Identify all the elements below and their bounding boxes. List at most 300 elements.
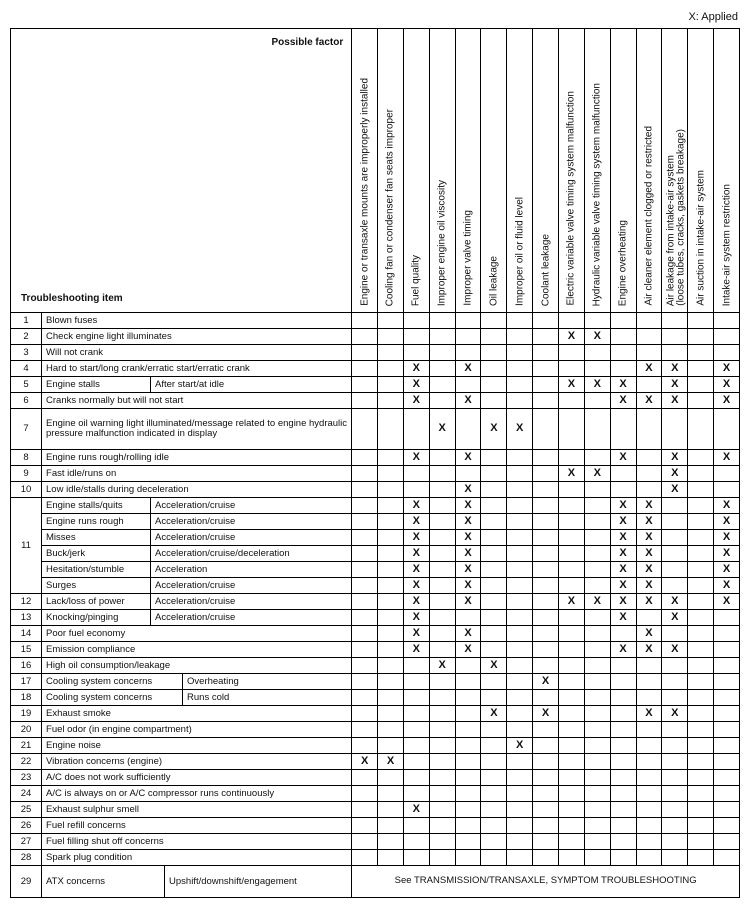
factor-cell bbox=[429, 313, 455, 329]
factor-cell bbox=[378, 377, 404, 393]
factor-cell bbox=[584, 546, 610, 562]
factor-cell bbox=[481, 450, 507, 466]
factor-cell bbox=[481, 674, 507, 690]
factor-cell bbox=[481, 626, 507, 642]
see-note: See TRANSMISSION/TRANSAXLE, SYMPTOM TROUBLESHOOTING bbox=[352, 866, 740, 898]
factor-cell bbox=[352, 738, 378, 754]
table-row bbox=[11, 642, 740, 658]
factor-cell bbox=[352, 690, 378, 706]
row-number: 5 bbox=[11, 377, 42, 393]
factor-cell bbox=[584, 642, 610, 658]
item-cell bbox=[42, 802, 352, 818]
factor-cell bbox=[714, 329, 740, 345]
legend: X: Applied bbox=[688, 11, 738, 23]
factor-cell bbox=[352, 514, 378, 530]
factor-cell bbox=[688, 770, 714, 786]
factor-cell bbox=[455, 377, 481, 393]
factor-cell bbox=[507, 562, 533, 578]
factor-cell bbox=[429, 482, 455, 498]
item-label: Engine runs rough/rolling idle bbox=[46, 451, 170, 463]
factor-cell bbox=[688, 674, 714, 690]
factor-cell bbox=[662, 626, 688, 642]
factor-cell bbox=[688, 658, 714, 674]
factor-header: Air cleaner element clogged or restricted bbox=[636, 29, 662, 313]
factor-cell bbox=[378, 530, 404, 546]
factor-cell bbox=[688, 345, 714, 361]
factor-cell bbox=[688, 706, 714, 722]
factor-cell bbox=[352, 329, 378, 345]
factor-cell bbox=[403, 738, 429, 754]
factor-cell bbox=[584, 674, 610, 690]
factor-cell bbox=[610, 802, 636, 818]
factor-header: Improper valve timing bbox=[455, 29, 481, 313]
factor-cell bbox=[714, 313, 740, 329]
factor-cell bbox=[481, 345, 507, 361]
factor-cell bbox=[378, 393, 404, 409]
factor-cell bbox=[403, 658, 429, 674]
factor-cell bbox=[352, 578, 378, 594]
factor-cell bbox=[352, 850, 378, 866]
factor-cell bbox=[403, 722, 429, 738]
factor-cell bbox=[636, 690, 662, 706]
condition-label: Acceleration/cruise/deceleration bbox=[150, 546, 351, 561]
factor-cell bbox=[558, 690, 584, 706]
factor-cell bbox=[352, 450, 378, 466]
factor-cell bbox=[636, 834, 662, 850]
item-cell bbox=[42, 866, 352, 898]
factor-cell: X bbox=[714, 530, 740, 546]
factor-cell bbox=[558, 738, 584, 754]
factor-cell bbox=[688, 514, 714, 530]
factor-cell bbox=[507, 850, 533, 866]
factor-cell bbox=[378, 786, 404, 802]
item-cell bbox=[42, 345, 352, 361]
factor-cell bbox=[688, 578, 714, 594]
troubleshooting-item-label: Troubleshooting item bbox=[21, 292, 123, 304]
factor-cell bbox=[455, 722, 481, 738]
factor-cell bbox=[636, 658, 662, 674]
factor-cell bbox=[662, 754, 688, 770]
factor-header: Engine overheating bbox=[610, 29, 636, 313]
factor-cell: X bbox=[455, 450, 481, 466]
factor-cell: X bbox=[714, 594, 740, 610]
factor-cell bbox=[507, 377, 533, 393]
item-cell bbox=[42, 329, 352, 345]
factor-cell bbox=[584, 834, 610, 850]
factor-cell bbox=[688, 610, 714, 626]
row-number: 29 bbox=[11, 866, 42, 898]
item-label: Low idle/stalls during deceleration bbox=[46, 483, 189, 495]
factor-cell: X bbox=[403, 626, 429, 642]
factor-cell: X bbox=[662, 642, 688, 658]
factor-cell bbox=[481, 754, 507, 770]
factor-cell bbox=[610, 818, 636, 834]
factor-cell bbox=[533, 313, 559, 329]
factor-cell: X bbox=[403, 530, 429, 546]
factor-cell bbox=[481, 722, 507, 738]
row-number: 14 bbox=[11, 626, 42, 642]
factor-cell bbox=[610, 482, 636, 498]
factor-cell bbox=[662, 530, 688, 546]
table-row bbox=[11, 674, 740, 690]
factor-cell bbox=[688, 802, 714, 818]
factor-cell bbox=[688, 626, 714, 642]
row-number: 20 bbox=[11, 722, 42, 738]
table-row bbox=[11, 610, 740, 626]
table-row bbox=[11, 530, 740, 546]
factor-cell: X bbox=[636, 498, 662, 514]
factor-cell bbox=[610, 674, 636, 690]
table-row bbox=[11, 377, 740, 393]
item-cell bbox=[42, 562, 352, 578]
factor-cell bbox=[403, 834, 429, 850]
factor-cell: X bbox=[636, 594, 662, 610]
factor-cell bbox=[507, 802, 533, 818]
factor-cell: X bbox=[558, 377, 584, 393]
factor-cell bbox=[610, 466, 636, 482]
factor-cell bbox=[662, 546, 688, 562]
factor-cell bbox=[507, 834, 533, 850]
factor-cell bbox=[455, 770, 481, 786]
factor-cell bbox=[584, 850, 610, 866]
item-label: Engine stalls/quits bbox=[46, 499, 123, 511]
factor-cell bbox=[481, 850, 507, 866]
table-row bbox=[11, 818, 740, 834]
factor-cell: X bbox=[455, 626, 481, 642]
factor-cell: X bbox=[714, 450, 740, 466]
factor-cell bbox=[403, 786, 429, 802]
factor-cell: X bbox=[507, 738, 533, 754]
factor-cell bbox=[507, 578, 533, 594]
factor-cell: X bbox=[403, 393, 429, 409]
possible-factor-label: Possible factor bbox=[271, 37, 344, 48]
factor-cell: X bbox=[481, 706, 507, 722]
factor-cell bbox=[481, 514, 507, 530]
factor-cell bbox=[403, 674, 429, 690]
factor-cell bbox=[507, 482, 533, 498]
factor-cell: X bbox=[403, 642, 429, 658]
factor-cell bbox=[403, 329, 429, 345]
factor-cell bbox=[610, 690, 636, 706]
factor-cell bbox=[507, 514, 533, 530]
factor-cell bbox=[533, 377, 559, 393]
factor-cell bbox=[636, 802, 662, 818]
factor-header: Fuel quality bbox=[403, 29, 429, 313]
factor-cell bbox=[688, 722, 714, 738]
factor-cell bbox=[636, 409, 662, 450]
factor-cell: X bbox=[403, 594, 429, 610]
factor-cell bbox=[352, 642, 378, 658]
factor-cell bbox=[714, 674, 740, 690]
factor-cell bbox=[714, 610, 740, 626]
item-cell bbox=[42, 578, 352, 594]
row-number: 9 bbox=[11, 466, 42, 482]
factor-cell bbox=[378, 738, 404, 754]
condition-label: Acceleration/cruise bbox=[150, 514, 351, 529]
factor-cell bbox=[352, 377, 378, 393]
factor-cell bbox=[455, 610, 481, 626]
factor-cell bbox=[378, 834, 404, 850]
table-row bbox=[11, 802, 740, 818]
factor-cell bbox=[429, 818, 455, 834]
factor-cell bbox=[429, 722, 455, 738]
factor-cell bbox=[507, 313, 533, 329]
factor-cell bbox=[507, 393, 533, 409]
table-row bbox=[11, 313, 740, 329]
factor-cell bbox=[378, 562, 404, 578]
factor-cell bbox=[584, 450, 610, 466]
factor-cell bbox=[455, 345, 481, 361]
factor-cell bbox=[481, 377, 507, 393]
row-number: 2 bbox=[11, 329, 42, 345]
table-row bbox=[11, 329, 740, 345]
factor-cell bbox=[688, 313, 714, 329]
factor-cell bbox=[533, 498, 559, 514]
row-number: 19 bbox=[11, 706, 42, 722]
factor-header: Intake-air system restriction bbox=[714, 29, 740, 313]
factor-cell: X bbox=[610, 450, 636, 466]
factor-cell bbox=[610, 722, 636, 738]
factor-cell bbox=[507, 658, 533, 674]
factor-cell bbox=[429, 834, 455, 850]
factor-cell: X bbox=[403, 562, 429, 578]
factor-cell bbox=[429, 738, 455, 754]
factor-cell: X bbox=[584, 594, 610, 610]
factor-cell: X bbox=[610, 642, 636, 658]
factor-cell bbox=[481, 562, 507, 578]
factor-cell: X bbox=[610, 578, 636, 594]
factor-cell bbox=[610, 329, 636, 345]
factor-cell bbox=[481, 610, 507, 626]
factor-cell bbox=[455, 802, 481, 818]
item-cell bbox=[42, 514, 352, 530]
item-cell bbox=[42, 658, 352, 674]
factor-cell bbox=[533, 409, 559, 450]
factor-cell bbox=[507, 626, 533, 642]
factor-cell bbox=[507, 690, 533, 706]
factor-cell bbox=[378, 594, 404, 610]
factor-cell: X bbox=[662, 450, 688, 466]
factor-cell: X bbox=[558, 594, 584, 610]
factor-cell bbox=[714, 626, 740, 642]
item-cell bbox=[42, 834, 352, 850]
item-cell bbox=[42, 706, 352, 722]
factor-cell bbox=[352, 562, 378, 578]
item-label: A/C does not work sufficiently bbox=[46, 771, 171, 783]
factor-cell bbox=[378, 345, 404, 361]
factor-cell bbox=[403, 850, 429, 866]
factor-cell: X bbox=[403, 377, 429, 393]
factor-cell bbox=[584, 786, 610, 802]
factor-cell bbox=[662, 818, 688, 834]
factor-cell bbox=[610, 409, 636, 450]
factor-cell bbox=[352, 770, 378, 786]
factor-cell: X bbox=[636, 546, 662, 562]
factor-cell bbox=[688, 786, 714, 802]
factor-cell: X bbox=[610, 514, 636, 530]
factor-cell bbox=[378, 482, 404, 498]
item-label: Vibration concerns (engine) bbox=[46, 755, 163, 767]
table-row bbox=[11, 738, 740, 754]
row-number: 6 bbox=[11, 393, 42, 409]
factor-cell bbox=[533, 514, 559, 530]
factor-cell bbox=[584, 361, 610, 377]
factor-cell bbox=[481, 834, 507, 850]
item-cell bbox=[42, 498, 352, 514]
factor-cell bbox=[352, 610, 378, 626]
factor-cell: X bbox=[403, 546, 429, 562]
factor-cell bbox=[507, 345, 533, 361]
item-label: Cooling system concerns bbox=[46, 691, 153, 703]
table-row bbox=[11, 706, 740, 722]
factor-cell bbox=[558, 786, 584, 802]
table-row bbox=[11, 546, 740, 562]
factor-cell bbox=[533, 530, 559, 546]
factor-cell bbox=[636, 738, 662, 754]
item-cell bbox=[42, 674, 352, 690]
factor-cell: X bbox=[662, 482, 688, 498]
condition-label: Acceleration/cruise bbox=[150, 578, 351, 593]
factor-header: Hydraulic variable valve timing system malfunction bbox=[584, 29, 610, 313]
item-cell bbox=[42, 642, 352, 658]
factor-cell bbox=[714, 770, 740, 786]
factor-cell: X bbox=[636, 626, 662, 642]
table-row bbox=[11, 514, 740, 530]
factor-cell bbox=[429, 706, 455, 722]
item-label: Engine noise bbox=[46, 739, 101, 751]
factor-cell bbox=[533, 345, 559, 361]
factor-cell bbox=[429, 361, 455, 377]
factor-cell bbox=[533, 610, 559, 626]
item-label: Cranks normally but will not start bbox=[46, 394, 184, 406]
item-cell bbox=[42, 594, 352, 610]
factor-cell bbox=[714, 802, 740, 818]
factor-cell bbox=[533, 329, 559, 345]
troubleshooting-table bbox=[10, 28, 740, 898]
factor-cell bbox=[352, 722, 378, 738]
factor-cell bbox=[378, 578, 404, 594]
factor-cell bbox=[533, 393, 559, 409]
factor-cell bbox=[352, 498, 378, 514]
factor-cell bbox=[507, 450, 533, 466]
factor-cell: X bbox=[662, 361, 688, 377]
item-label: Exhaust sulphur smell bbox=[46, 803, 139, 815]
factor-cell bbox=[558, 754, 584, 770]
factor-cell bbox=[352, 834, 378, 850]
row-number: 7 bbox=[11, 409, 42, 450]
factor-cell bbox=[558, 706, 584, 722]
item-cell bbox=[42, 850, 352, 866]
factor-cell bbox=[378, 706, 404, 722]
factor-cell bbox=[584, 706, 610, 722]
factor-cell bbox=[455, 690, 481, 706]
factor-cell bbox=[429, 754, 455, 770]
factor-cell bbox=[688, 642, 714, 658]
factor-cell bbox=[507, 674, 533, 690]
factor-cell bbox=[507, 530, 533, 546]
item-cell bbox=[42, 818, 352, 834]
factor-cell bbox=[688, 818, 714, 834]
item-cell bbox=[42, 361, 352, 377]
item-label: Hesitation/stumble bbox=[46, 563, 125, 575]
factor-cell: X bbox=[507, 409, 533, 450]
factor-cell bbox=[507, 786, 533, 802]
factor-cell bbox=[584, 626, 610, 642]
factor-cell bbox=[558, 818, 584, 834]
factor-cell: X bbox=[455, 578, 481, 594]
factor-cell: X bbox=[455, 562, 481, 578]
factor-cell bbox=[455, 329, 481, 345]
table-row bbox=[11, 361, 740, 377]
factor-cell bbox=[584, 409, 610, 450]
item-label: Knocking/pinging bbox=[46, 611, 119, 623]
factor-cell bbox=[636, 450, 662, 466]
factor-cell bbox=[636, 345, 662, 361]
factor-cell bbox=[378, 610, 404, 626]
table-row bbox=[11, 866, 740, 898]
table-row bbox=[11, 786, 740, 802]
factor-cell: X bbox=[533, 674, 559, 690]
factor-cell bbox=[533, 626, 559, 642]
table-row bbox=[11, 466, 740, 482]
factor-cell bbox=[378, 642, 404, 658]
factor-cell bbox=[558, 562, 584, 578]
factor-cell: X bbox=[429, 658, 455, 674]
row-number: 26 bbox=[11, 818, 42, 834]
factor-cell bbox=[378, 690, 404, 706]
factor-cell bbox=[688, 450, 714, 466]
factor-header: Improper oil or fluid level bbox=[507, 29, 533, 313]
factor-cell bbox=[533, 466, 559, 482]
row-number: 17 bbox=[11, 674, 42, 690]
factor-cell bbox=[533, 722, 559, 738]
factor-cell bbox=[352, 345, 378, 361]
factor-cell bbox=[610, 345, 636, 361]
factor-cell bbox=[558, 393, 584, 409]
factor-cell bbox=[352, 546, 378, 562]
item-label: Fuel refill concerns bbox=[46, 819, 126, 831]
factor-cell: X bbox=[403, 610, 429, 626]
row-number: 4 bbox=[11, 361, 42, 377]
item-label: A/C is always on or A/C compressor runs continuously bbox=[46, 787, 275, 799]
factor-cell bbox=[558, 514, 584, 530]
factor-cell bbox=[507, 770, 533, 786]
table-row bbox=[11, 482, 740, 498]
factor-cell bbox=[507, 498, 533, 514]
factor-cell bbox=[378, 514, 404, 530]
factor-cell bbox=[714, 706, 740, 722]
factor-cell bbox=[558, 450, 584, 466]
factor-cell bbox=[558, 610, 584, 626]
factor-cell bbox=[610, 834, 636, 850]
factor-cell bbox=[558, 530, 584, 546]
factor-cell: X bbox=[610, 498, 636, 514]
factor-cell: X bbox=[558, 466, 584, 482]
factor-cell bbox=[429, 626, 455, 642]
row-number: 1 bbox=[11, 313, 42, 329]
factor-cell: X bbox=[403, 578, 429, 594]
row-number: 10 bbox=[11, 482, 42, 498]
factor-cell: X bbox=[610, 377, 636, 393]
factor-cell: X bbox=[610, 546, 636, 562]
factor-cell: X bbox=[429, 409, 455, 450]
factor-cell: X bbox=[636, 578, 662, 594]
factor-cell bbox=[584, 690, 610, 706]
factor-cell bbox=[533, 850, 559, 866]
factor-cell bbox=[429, 546, 455, 562]
factor-cell bbox=[688, 546, 714, 562]
factor-cell bbox=[662, 722, 688, 738]
